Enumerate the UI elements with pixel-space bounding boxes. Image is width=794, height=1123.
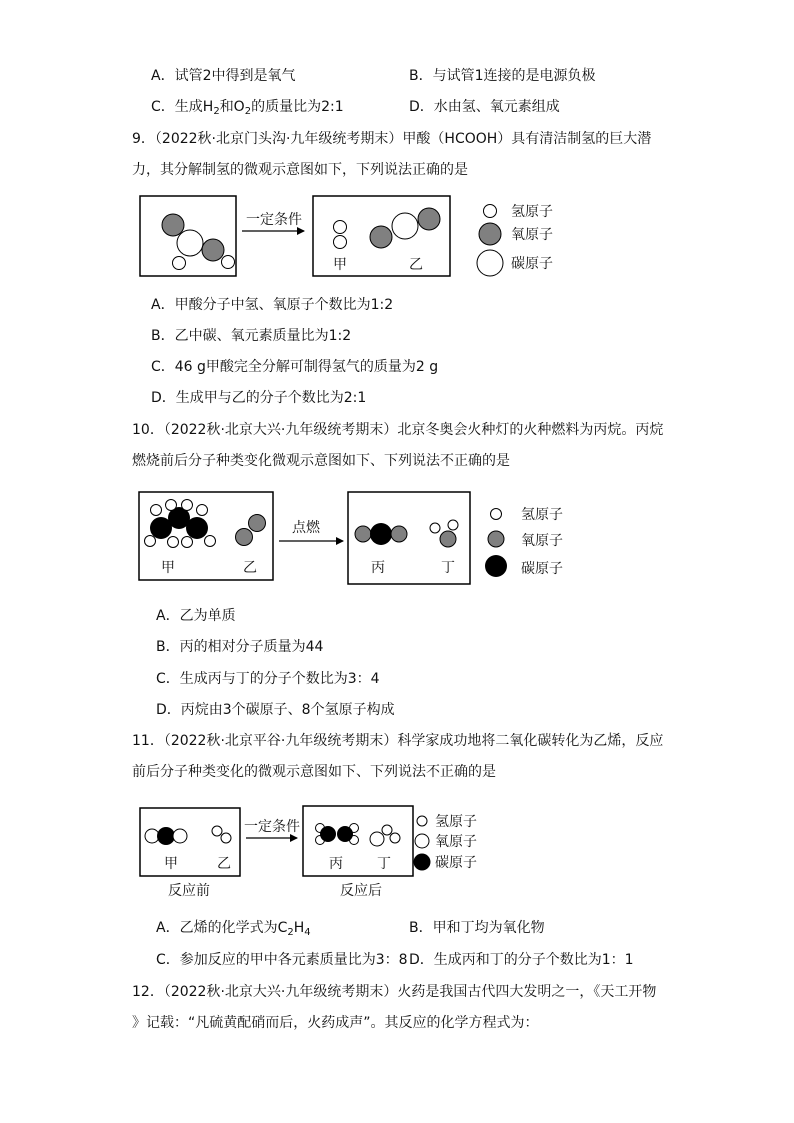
oxygen-atom [391, 526, 407, 542]
hydrogen-atom [448, 520, 458, 530]
hydrogen-atom [334, 236, 347, 249]
legend-hydrogen-label: 氢原子 [435, 814, 477, 830]
hydrogen-atom [166, 500, 177, 511]
oxygen-atom [355, 526, 371, 542]
q11-arrow-label: 一定条件 [244, 819, 300, 835]
q10-option-d: D．丙烷由3个碳原子、8个氢原子构成 [156, 702, 395, 718]
q9-arrow-label: 一定条件 [246, 212, 302, 228]
arrow-head [336, 537, 344, 545]
option-c: C．生成$H_2$和$O_2$的质量比为2:1 [151, 99, 344, 117]
q11-label-yi: 乙 [217, 856, 231, 872]
hydrogen-atom [222, 256, 235, 269]
q9-label-jia: 甲 [333, 257, 347, 273]
option-d: D．水由氢、氧元素组成 [409, 99, 560, 115]
q10-arrow-label: 点燃 [292, 520, 320, 536]
hydrogen-atom [145, 536, 156, 547]
oxygen-atom [370, 226, 392, 248]
hydrogen-atom [221, 833, 231, 843]
carbon-atom [370, 523, 392, 545]
q10-stem-line2: 燃烧前后分子种类变化微观示意图如下、下列说法不正确的是 [132, 453, 510, 469]
legend-oxygen-icon [415, 834, 429, 848]
q12-stem-line1: 12．（2022秋·北京大兴·九年级统考期末）火药是我国古代四大发明之一，《天工开物 [132, 984, 657, 1000]
legend-carbon-label: 碳原子 [435, 855, 477, 871]
hydrogen-atom [168, 537, 179, 548]
carbon-atom [320, 826, 336, 842]
q9-option-d: D．生成甲与乙的分子个数比为2:1 [151, 390, 367, 406]
q11-label-bing: 丙 [329, 856, 343, 872]
hydrogen-atom [182, 537, 193, 548]
q10-label-ding: 丁 [441, 560, 455, 576]
legend-carbon-icon [485, 555, 507, 577]
q11-caption-after: 反应后 [340, 883, 382, 899]
q11-option-b: B．甲和丁均为氧化物 [409, 920, 545, 936]
legend-oxygen-icon [479, 223, 501, 245]
q10-label-jia: 甲 [161, 560, 175, 576]
oxygen-atom [145, 829, 159, 843]
oxygen-atom [249, 515, 266, 532]
oxygen-atom [370, 832, 384, 846]
arrow-head [297, 227, 305, 235]
q9-option-a: A．甲酸分子中氢、氧原子个数比为1:2 [151, 297, 394, 313]
oxygen-atom [418, 208, 440, 230]
q11-diagram [136, 800, 556, 900]
carbon-atom [177, 230, 203, 256]
legend-hydrogen-icon [484, 205, 497, 218]
q10-option-a: A．乙为单质 [156, 608, 236, 624]
legend-carbon-icon [414, 854, 431, 871]
legend-oxygen-label: 氧原子 [521, 533, 563, 549]
hydrogen-atom [334, 221, 347, 234]
arrow-head [290, 834, 298, 842]
q11-option-d: D．生成丙和丁的分子个数比为1：1 [409, 952, 634, 968]
q10-option-c: C．生成丙与丁的分子个数比为3：4 [156, 671, 380, 687]
hydrogen-atom [182, 500, 193, 511]
hydrogen-atom [173, 257, 186, 270]
carbon-atom [186, 517, 208, 539]
legend-hydrogen-label: 氢原子 [521, 507, 563, 523]
q9-label-yi: 乙 [409, 257, 423, 273]
hydrogen-atom [390, 833, 400, 843]
q11-caption-before: 反应前 [168, 883, 210, 899]
q10-stem-line1: 10．（2022秋·北京大兴·九年级统考期末）北京冬奥会火种灯的火种燃料为丙烷。丙烷 [132, 422, 664, 438]
q11-stem-line2: 前后分子种类变化的微观示意图如下、下列说法不正确的是 [132, 764, 496, 780]
hydrogen-atom [205, 536, 216, 547]
legend-hydrogen-icon [417, 816, 427, 826]
q11-label-ding: 丁 [377, 856, 391, 872]
q10-label-bing: 丙 [371, 560, 385, 576]
legend-carbon-icon [477, 250, 503, 276]
hydrogen-atom [430, 523, 440, 533]
carbon-atom [337, 826, 353, 842]
legend-carbon-label: 碳原子 [511, 256, 553, 272]
q11-option-a: A．乙烯的化学式为$C_2H_4$ [156, 920, 311, 938]
oxygen-atom [202, 239, 224, 261]
option-a: A．试管2中得到是氧气 [151, 68, 296, 84]
q11-option-c: C．参加反应的甲中各元素质量比为3：8 [156, 952, 408, 968]
legend-hydrogen-label: 氢原子 [511, 204, 553, 220]
legend-oxygen-label: 氧原子 [435, 834, 477, 850]
oxygen-atom [173, 829, 187, 843]
q11-label-jia: 甲 [164, 856, 178, 872]
carbon-atom [157, 827, 175, 845]
q10-diagram [136, 488, 576, 588]
oxygen-atom [236, 529, 253, 546]
q9-option-b: B．乙中碳、氧元素质量比为1:2 [151, 328, 352, 344]
hydrogen-atom [197, 505, 208, 516]
legend-oxygen-label: 氧原子 [511, 227, 553, 243]
hydrogen-atom [212, 826, 222, 836]
carbon-atom [392, 213, 418, 239]
legend-hydrogen-icon [491, 509, 502, 520]
legend-oxygen-icon [488, 531, 504, 547]
hydrogen-atom [151, 505, 162, 516]
q10-label-yi: 乙 [243, 560, 257, 576]
q9-stem-line1: 9．（2022秋·北京门头沟·九年级统考期末）甲酸（HCOOH）具有清洁制氢的巨大潜 [132, 131, 652, 147]
legend-carbon-label: 碳原子 [521, 561, 563, 577]
q9-diagram [138, 193, 558, 281]
q10-option-b: B．丙的相对分子质量为44 [156, 639, 324, 655]
option-b: B．与试管1连接的是电源负极 [409, 68, 596, 84]
q12-stem-line2: 》记载：“凡硫黄配硝而后，火药成声”。其反应的化学方程式为： [132, 1015, 539, 1031]
oxygen-atom [162, 214, 184, 236]
hydrogen-atom [382, 825, 392, 835]
q11-stem-line1: 11．（2022秋·北京平谷·九年级统考期末）科学家成功地将二氧化碳转化为乙烯，反应 [132, 733, 664, 749]
q9-stem-line2: 力，其分解制氢的微观示意图如下，下列说法正确的是 [132, 162, 468, 178]
oxygen-atom [440, 531, 456, 547]
q9-option-c: C．46 g甲酸完全分解可制得氢气的质量为2 g [151, 359, 439, 375]
